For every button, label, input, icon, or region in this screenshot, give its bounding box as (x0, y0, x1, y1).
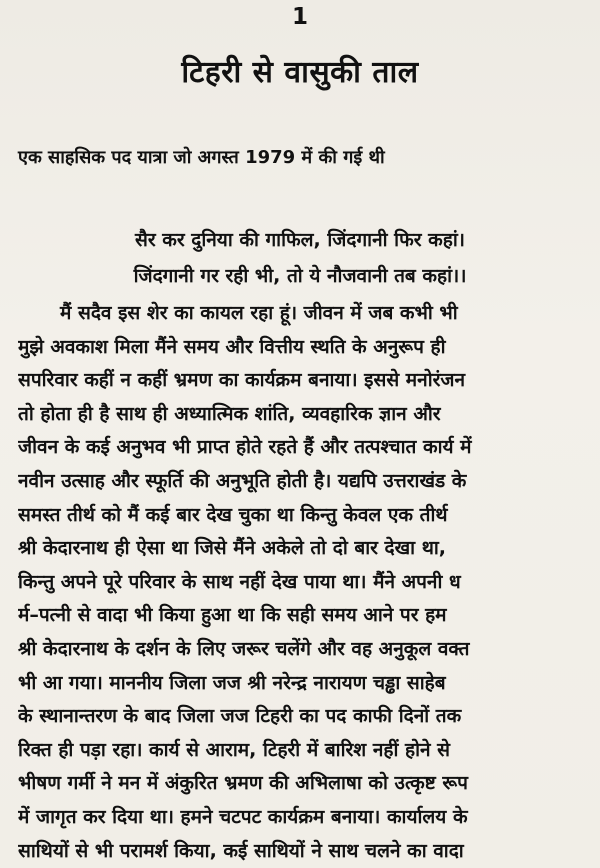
paragraph-line: नवीन उत्साह और स्फूर्ति की अनुभूति होती है। यद्यपि उत्तराखंड के (18, 465, 598, 499)
chapter-title: टिहरी से वासुकी ताल (0, 50, 600, 91)
paragraph-line: किन्तु अपने पूरे परिवार के साथ नहीं देख पाया था। मैंने अपनी ध (18, 566, 598, 600)
body-paragraph (18, 297, 598, 868)
paragraph-line: श्री केदारनाथ के दर्शन के लिए जरूर चलेंगे और वह अनुकूल वक्त (18, 633, 598, 667)
paragraph-line: जीवन के कई अनुभव भी प्राप्त होते रहते हैं और तत्पश्चात कार्य में (18, 431, 598, 465)
paragraph-line: श्री केदारनाथ ही ऐसा था जिसे मैंने अकेले तो दो बार देखा था, (18, 532, 598, 566)
paragraph-line: साथियों से भी परामर्श किया, कई साथियों ने साथ चलने का वादा (18, 835, 598, 868)
couplet-line-1: सैर कर दुनिया की गाफिल, जिंदगानी फिर कहां। (0, 226, 600, 252)
paragraph-line: रिक्त ही पड़ा रहा। कार्य से आराम, टिहरी में बारिश नहीं होने से (18, 734, 598, 768)
paragraph-line: में जागृत कर दिया था। हमने चटपट कार्यक्रम बनाया। कार्यालय के (18, 801, 598, 835)
paragraph-line: तो होता ही है साथ ही अध्यात्मिक शांति, व्यवहारिक ज्ञान और (18, 398, 598, 432)
couplet-line-2: जिंदगानी गर रही भी, तो ये नौजवानी तब कहां।। (0, 262, 600, 288)
paragraph-line: समस्त तीर्थ को मैं कई बार देख चुका था किन्तु केवल एक तीर्थ (18, 499, 598, 533)
paragraph-line: मैं सदैव इस शेर का कायल रहा हूं। जीवन में जब कभी भी (18, 297, 598, 331)
page-number: 1 (0, 4, 600, 30)
paragraph-line: भीषण गर्मी ने मन में अंकुरित भ्रमण की अभिलाषा को उत्कृष्ट रूप (18, 767, 598, 801)
paragraph-line: र्म–पत्नी से वादा भी किया हुआ था कि सही समय आने पर हम (18, 599, 598, 633)
paragraph-line: मुझे अवकाश मिला मैंने समय और वित्तीय स्थति के अनुरूप ही (18, 331, 598, 365)
chapter-subtitle: एक साहसिक पद यात्रा जो अगस्त 1979 में की गई थी (18, 145, 588, 169)
paragraph-line: के स्थानान्तरण के बाद जिला जज टिहरी का पद काफी दिनों तक (18, 700, 598, 734)
paragraph-line: सपरिवार कहीं न कहीं भ्रमण का कार्यक्रम बनाया। इससे मनोरंजन (18, 364, 598, 398)
paragraph-line: भी आ गया। माननीय जिला जज श्री नरेन्द्र नारायण चड्ढा साहेब (18, 667, 598, 701)
